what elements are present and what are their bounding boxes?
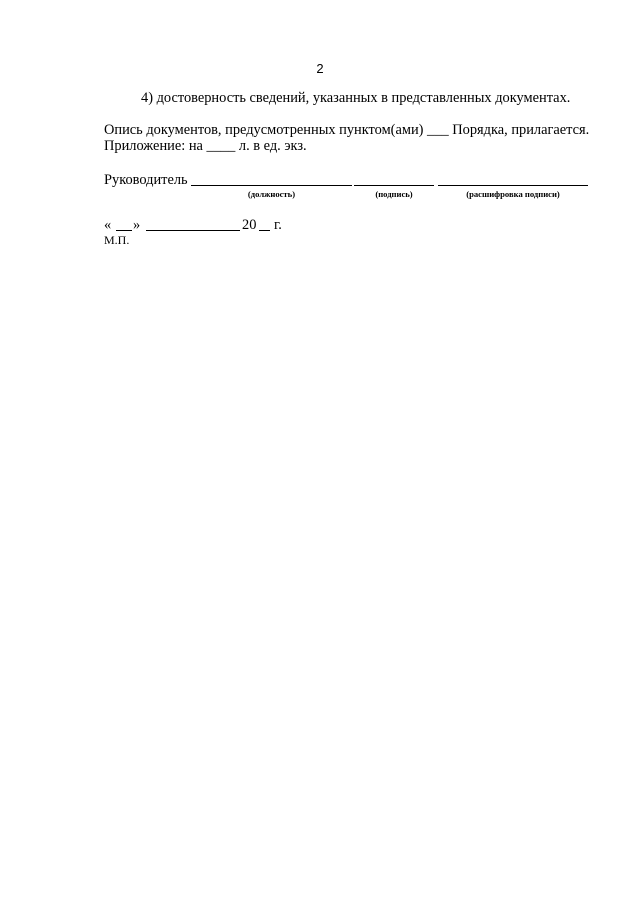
item-4-text: 4) достоверность сведений, указанных в представленных документах.: [141, 90, 571, 106]
position-line: [191, 185, 352, 186]
signature-label: Руководитель: [104, 172, 188, 188]
attachment-text: Приложение: на ____ л. в ед. экз.: [104, 138, 307, 154]
date-close-quote: »: [133, 217, 141, 233]
page-number: 2: [316, 61, 324, 76]
signature-block: [104, 172, 590, 206]
date-line: [104, 217, 404, 235]
signature-line: [354, 185, 434, 186]
year-prefix: 20: [242, 217, 257, 233]
signature-caption: (подпись): [375, 189, 413, 199]
day-blank: [116, 230, 132, 231]
year-suffix: г.: [274, 217, 282, 233]
date-open-quote: «: [104, 217, 112, 233]
month-blank: [146, 230, 240, 231]
stamp-place-label: М.П.: [104, 233, 130, 247]
signature-decoding-caption: (расшифровка подписи): [466, 189, 560, 199]
signature-decoding-line: [438, 185, 588, 186]
position-caption: (должность): [247, 189, 296, 199]
year-blank: [259, 230, 270, 231]
documents-inventory-text: Опись документов, предусмотренных пунктом(ами) ___ Порядка, прилагается.: [104, 122, 590, 138]
